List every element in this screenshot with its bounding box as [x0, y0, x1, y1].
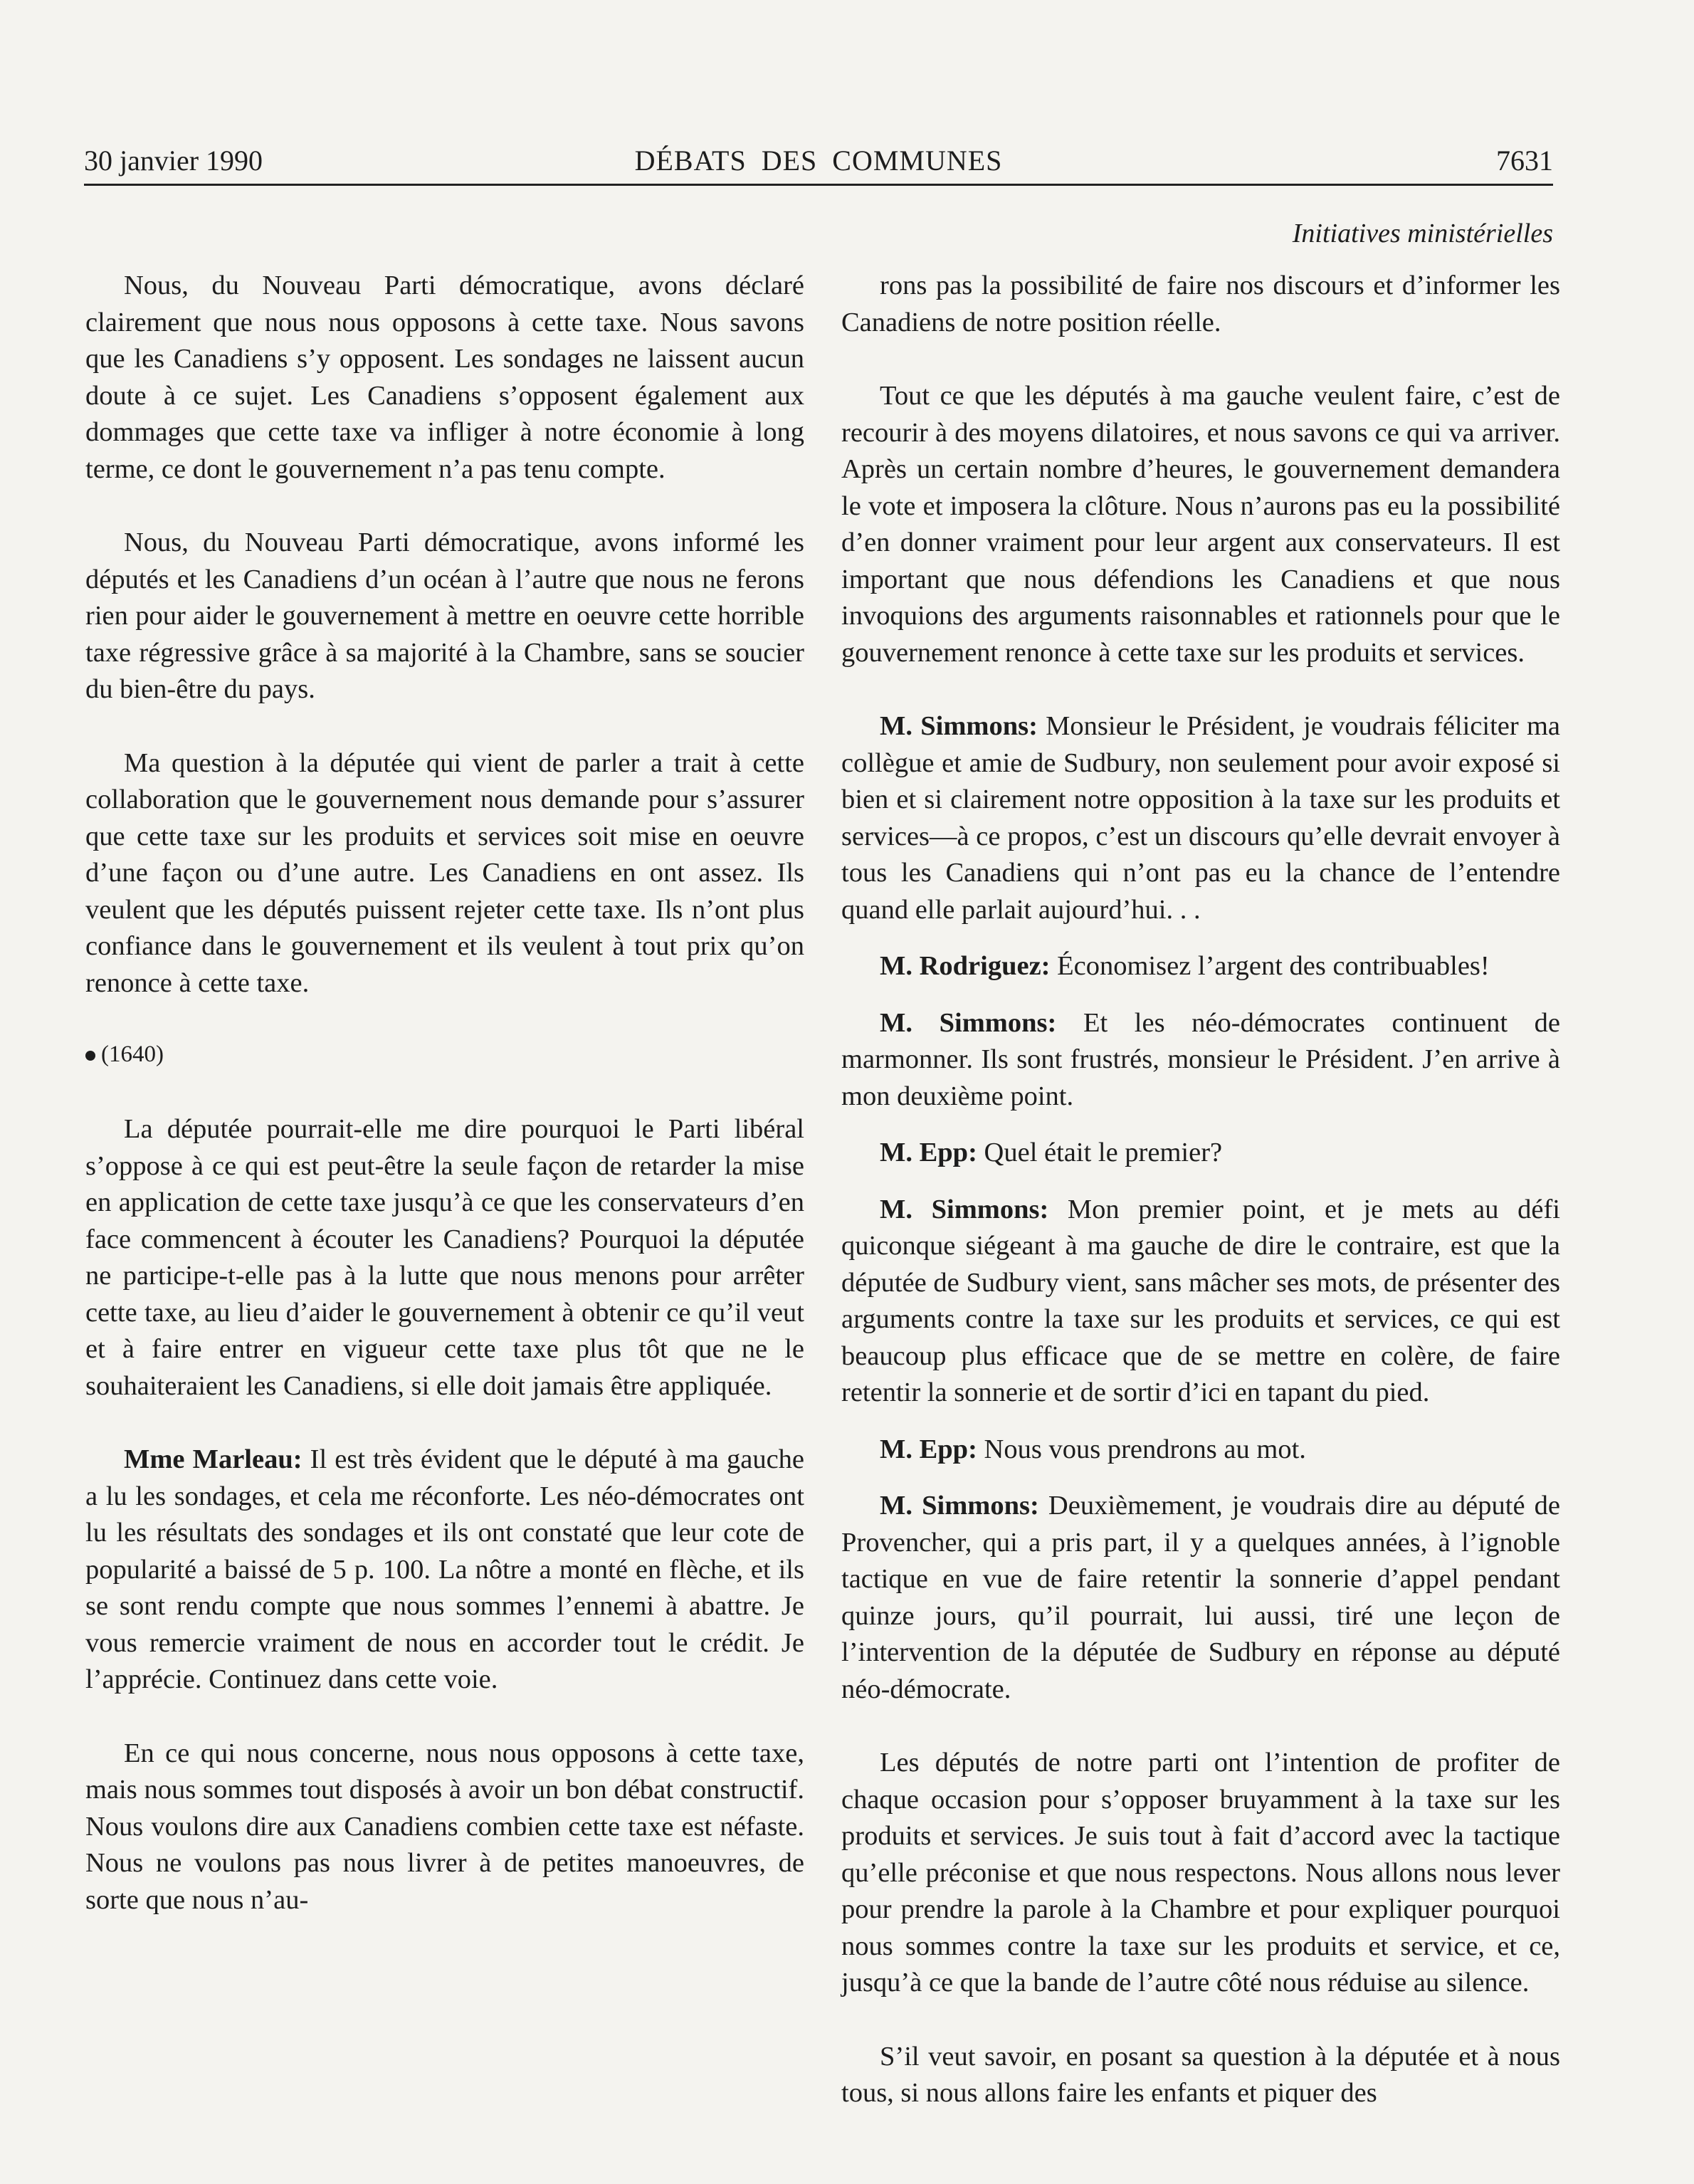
paragraph: Ma question à la députée qui vient de parler a trait à cette collaboration que le gouvernement nous demande pour s’assurer que cette taxe sur les produits et services soit mise en oeuvre d’une façon ou d’une autre. Les Canadiens en ont assez. Ils veulent que les députés puissent rejeter cette taxe. Ils n’ont plus confiance dans le gouvernement et ils veulent à tout prix qu’on renonce à cette taxe.: [85, 747, 804, 998]
speaker-name: M. Simmons:: [880, 1007, 1057, 1038]
page-header: [84, 141, 1553, 187]
timestamp-label: (1640): [101, 1041, 164, 1067]
speech-paragraph: [841, 1192, 1560, 1412]
speaker-name: M. Simmons:: [880, 711, 1038, 741]
speaker-name: M. Simmons:: [880, 1194, 1049, 1224]
speech-paragraph: [85, 1442, 804, 1699]
speech-paragraph: [841, 1488, 1560, 1708]
paragraph: Les députés de notre parti ont l’intention de profiter de chaque occasion pour s’opposer bruyamment à la taxe sur les produits et services. Je suis tout à fait d’accord avec la tactique qu’elle préconise et que nous respectons. Nous allons nous lever pour prendre la parole à la Chambre et pour expliquer pourquoi nous sommes contre la taxe sur les produits et service, et ce, jusqu’à ce que la bande de l’autre côté nous réduise au silence.: [841, 1748, 1560, 1997]
bullet-icon: [85, 1051, 95, 1061]
right-column: [841, 268, 1560, 2149]
speech-text: Mon premier point, et je mets au défi quiconque siégeant à ma gauche de dire le contraire, est que la députée de Sudbury vient, sans mâcher ses mots, de présenter des arguments contre la taxe sur les produits et services, ce qui est beaucoup plus efficace que de se mettre en colère, de faire retentir la sonnerie et de sortir d’ici en tapant du pied.: [841, 1194, 1560, 1407]
speech-paragraph: [841, 708, 1560, 928]
paragraph: S’il veut savoir, en posant sa question à la députée et à nous tous, si nous allons faire les enfants et piquer des: [841, 2041, 1560, 2108]
header-rule: [84, 184, 1553, 186]
paragraph: Tout ce que les députés à ma gauche veulent faire, c’est de recourir à des moyens dilatoires, et nous savons ce qui va arriver. Après un certain nombre d’heures, le gouvernement demandera le vote et imposera la clôture. Nous n’aurons pas eu la possibilité d’en donner vraiment pour leur argent aux conservateurs. Il est important que nous défendions les Canadiens et que nous invoquions des arguments raisonnables et rationnels pour que le gouvernement renonce à cette taxe sur les produits et services.: [841, 381, 1560, 668]
speaker-name: Mme Marleau:: [124, 1444, 302, 1474]
speaker-name: M. Rodriguez:: [880, 951, 1051, 981]
speech-text: Économisez l’argent des contribuables!: [1050, 951, 1490, 981]
speech-paragraph: [841, 1005, 1560, 1115]
paragraph: Nous, du Nouveau Parti démocratique, avons informé les députés et les Canadiens d’un océan à l’autre que nous ne ferons rien pour aider le gouvernement à mettre en oeuvre cette horrible taxe régressive grâce à sa majorité à la Chambre, sans se soucier du bien-être du pays.: [85, 527, 804, 704]
paragraph: La députée pourrait-elle me dire pourquoi le Parti libéral s’oppose à ce qui est peut-être la seule façon de retarder la mise en application de cette taxe jusqu’à ce que les conservateurs d’en face commencent à écouter les Canadiens? Pourquoi la députée ne participe-t-elle pas à la lutte que nous menons pour arrêter cette taxe, au lieu d’aider le gouvernement à obtenir ce qu’il veut et à faire entrer en vigueur cette taxe plus tôt que ne le souhaiteraient les Canadiens, si elle doit jamais être appliquée.: [85, 1114, 804, 1401]
speech-text: Nous vous prendrons au mot.: [977, 1434, 1306, 1464]
header-title: DÉBATS DES COMMUNES: [634, 145, 1003, 177]
speech-paragraph: [841, 1135, 1560, 1172]
speech-text: Monsieur le Président, je voudrais féliciter ma collègue et amie de Sudbury, non seulement pour avoir exposé si bien et si clairement notre opposition à la taxe sur les produits et services—à ce propos, c’est un discours qu’elle devrait envoyer à tous les Canadiens qui n’ont pas eu la chance de l’entendre quand elle parlait aujourd’hui. . .: [841, 711, 1560, 925]
speech-paragraph: [841, 1432, 1560, 1469]
section-title: Initiatives ministérielles: [1292, 219, 1553, 248]
header-page-number: 7631: [1496, 145, 1553, 177]
speech-text: Deuxièmement, je voudrais dire au député de Provencher, qui a pris part, il y a quelques années, à l’ignoble tactique en vue de faire retentir la sonnerie d’appel pendant quinze jours, qu’il pourrait, lui aussi, tiré une leçon de l’intervention de la députée de Sudbury en réponse au député néo-démocrate.: [841, 1491, 1560, 1704]
speaker-name: M. Epp:: [880, 1138, 977, 1167]
paragraph: rons pas la possibilité de faire nos discours et d’informer les Canadiens de notre position réelle.: [841, 271, 1560, 337]
speech-text: Et les néo-démocrates continuent de marmonner. Ils sont frustrés, monsieur le Président. J’en arrive à mon deuxième point.: [841, 1007, 1560, 1111]
speaker-name: M. Epp:: [880, 1434, 977, 1464]
speech-paragraph: [841, 948, 1560, 985]
header-date: 30 janvier 1990: [84, 145, 263, 177]
paragraph: Nous, du Nouveau Parti démocratique, avons déclaré clairement que nous nous opposons à cette taxe. Nous savons que les Canadiens s’y opposent. Les sondages ne laissent aucun doute à ce sujet. Les Canadiens s’opposent également aux dommages que cette taxe va infliger à notre économie à long terme, ce dont le gouvernement n’a pas tenu compte.: [85, 271, 804, 484]
speech-text: Quel était le premier?: [977, 1138, 1223, 1167]
speaker-name: M. Simmons:: [880, 1491, 1039, 1521]
timestamp-marker: [85, 1039, 804, 1070]
paragraph: En ce qui nous concerne, nous nous opposons à cette taxe, mais nous sommes tout disposés à avoir un bon débat constructif. Nous voulons dire aux Canadiens combien cette taxe est néfaste. Nous ne voulons pas nous livrer à de petites manoeuvres, de sorte que nous n’au-: [85, 1738, 804, 1915]
speech-text: Il est très évident que le député à ma gauche a lu les sondages, et cela me réconforte. Les néo-démocrates ont lu les résultats des sondages et ils ont constaté que leur cote de popularité a baissé de 5 p. 100. La nôtre a monté en flèche, et ils se sont rendu compte que nous sommes l’ennemi à abattre. Je vous remercie vraiment de nous en accorder tout le crédit. Je l’apprécie. Continuez dans cette voie.: [85, 1444, 804, 1694]
left-column: [85, 268, 804, 1955]
